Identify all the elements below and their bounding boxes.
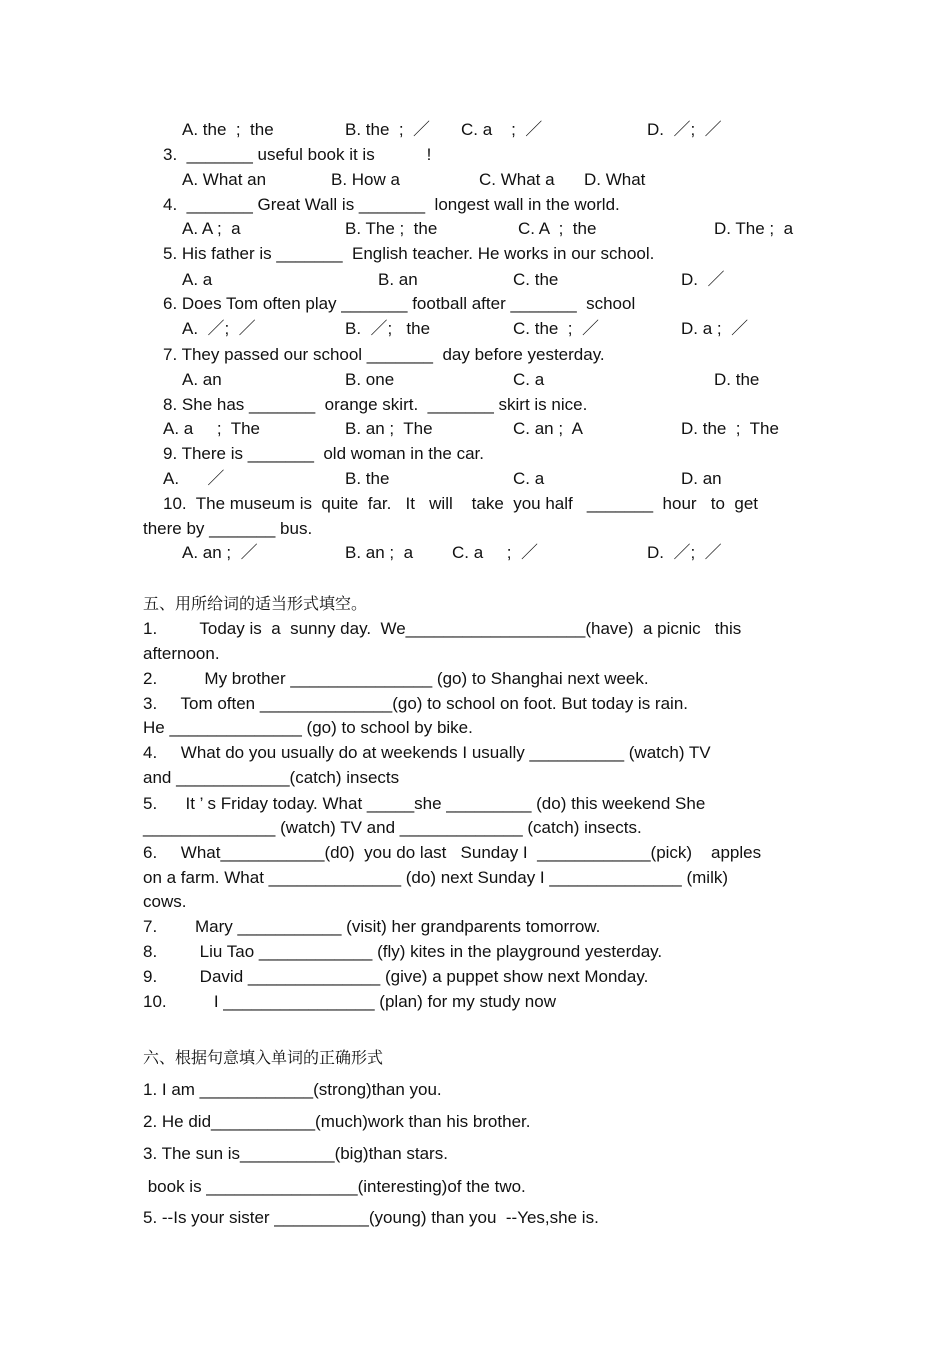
option-c: C. A ; the [518,219,597,238]
section5-heading: 五、用所给词的适当形式填空。 [143,594,368,613]
question-6: 6. Does Tom often play _______ football after _______ school [163,294,636,313]
option-b: B. How a [331,170,400,189]
s5-line: 8. Liu Tao ____________ (fly) kites in the playground yesterday. [143,942,663,961]
s6-line: 5. --Is your sister __________(young) than you --Yes,she is. [143,1208,599,1227]
option-b: B. the [345,469,390,488]
option-b: B. an ; a [345,543,414,562]
option-c: C. the [513,270,559,289]
option-c: C. the ; ／ [513,319,599,338]
question-5: 5. His father is _______ English teacher. He works in our school. [163,244,655,263]
s5-line: 5. It ’ s Friday today. What _____she _________ (do) this weekend She [143,794,706,813]
option-b: B. ／; the [345,319,431,338]
option-b: B. one [345,370,395,389]
question-7: 7. They passed our school _______ day before yesterday. [163,345,605,364]
option-d: D. ／; ／ [647,120,722,139]
s5-line: He ______________ (go) to school by bike. [143,718,473,737]
option-a: A. a ; The [163,419,261,438]
question-8: 8. She has _______ orange skirt. _______ skirt is nice. [163,395,588,414]
option-a: A. A ; a [182,219,241,238]
question-3: 3. _______ useful book it is ! [163,145,432,164]
s5-line: 4. What do you usually do at weekends I usually __________ (watch) TV [143,743,711,762]
option-b: B. an [378,270,418,289]
s6-line: 3. The sun is__________(big)than stars. [143,1144,448,1163]
s5-line: 9. David ______________ (give) a puppet show next Monday. [143,967,649,986]
option-c: C. a [513,469,545,488]
question-10: 10. The museum is quite far. It will take you half _______ hour to get [163,494,759,513]
question-10-cont: there by _______ bus. [143,519,313,538]
option-a: A. a [182,270,213,289]
option-a: A. What an [182,170,267,189]
option-c: C. an ; A [513,419,583,438]
option-a: A. an ; ／ [182,543,258,562]
option-d: D. ／ [681,270,725,289]
question-9: 9. There is _______ old woman in the car. [163,444,484,463]
section6-heading: 六、根据句意填入单词的正确形式 [143,1048,384,1067]
option-a: A. ／; ／ [182,319,256,338]
option-a: A. ／ [163,469,225,488]
option-d: D. the ; The [681,419,779,438]
s5-line: 3. Tom often ______________(go) to school on foot. But today is rain. [143,694,688,713]
s5-line: and ____________(catch) insects [143,768,400,787]
s6-line: book is ________________(interesting)of the two. [143,1177,526,1196]
option-d: D. an [681,469,722,488]
option-c: C. a ; ／ [461,120,543,139]
s5-line: 10. I ________________ (plan) for my study now [143,992,556,1011]
option-c: C. a ; ／ [452,543,538,562]
s5-line: afternoon. [143,644,220,663]
s5-line: cows. [143,892,187,911]
option-d: D. The ; a [714,219,794,238]
option-b: B. The ; the [345,219,438,238]
question-4: 4. _______ Great Wall is _______ longest wall in the world. [163,195,620,214]
s5-line: 2. My brother _______________ (go) to Shanghai next week. [143,669,649,688]
s5-line: 7. Mary ___________ (visit) her grandparents tomorrow. [143,917,601,936]
option-d: D. ／; ／ [647,543,722,562]
s6-line: 1. I am ____________(strong)than you. [143,1080,442,1099]
option-b: B. the ; ／ [345,120,431,139]
option-b: B. an ; The [345,419,433,438]
s5-line: 6. What___________(d0) you do last Sunday I ____________(pick) apples [143,843,762,862]
s5-line: 1. Today is a sunny day. We___________________(have) a picnic this [143,619,742,638]
option-c: C. a [513,370,545,389]
option-c: C. What a [479,170,555,189]
option-a: A. the ; the [182,120,274,139]
option-d: D. What [584,170,646,189]
option-d: D. the [714,370,760,389]
option-a: A. an [182,370,222,389]
s6-line: 2. He did___________(much)work than his brother. [143,1112,531,1131]
option-d: D. a ; ／ [681,319,749,338]
s5-line: on a farm. What ______________ (do) next Sunday I ______________ (milk) [143,868,729,887]
s5-line: ______________ (watch) TV and _____________ (catch) insects. [143,818,642,837]
